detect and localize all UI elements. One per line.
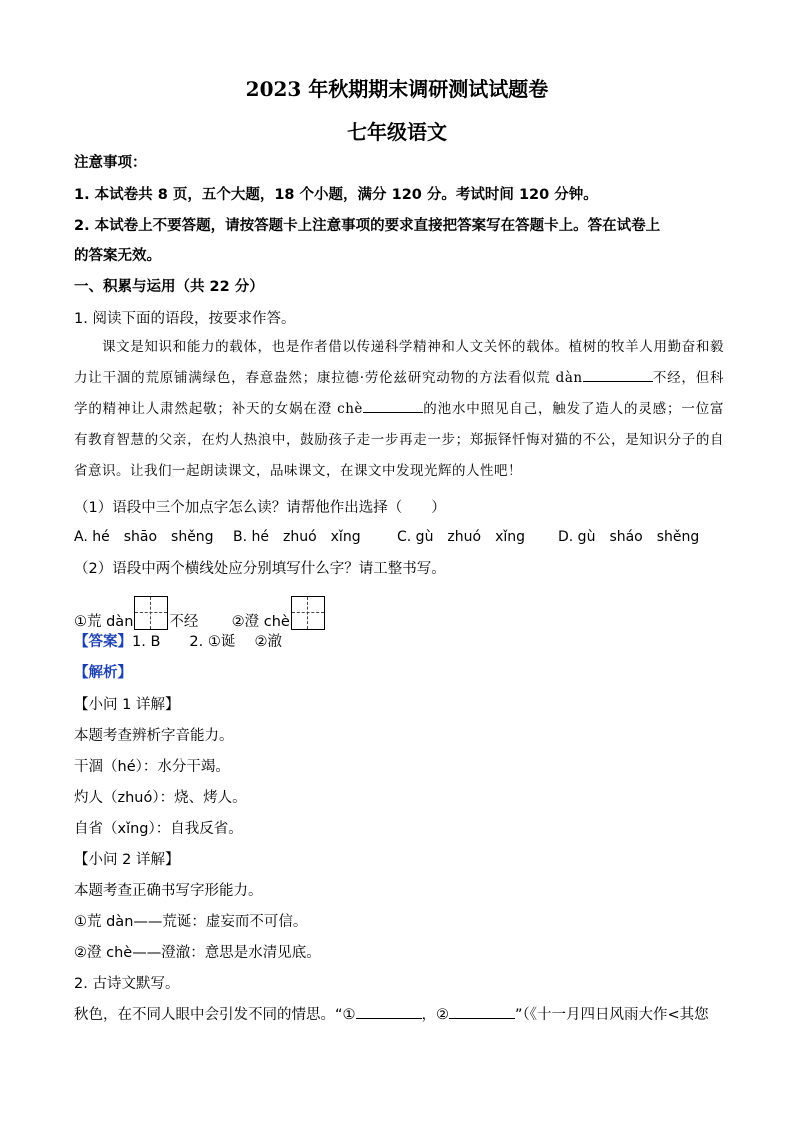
fill-1-prefix: ①荒 dàn bbox=[74, 614, 134, 630]
detail-1-line-4: 自省（xǐng）：自我反省。 bbox=[74, 821, 243, 837]
notes-item-3: 的答案无效。 bbox=[74, 248, 161, 264]
option-b: B. hé zhuó xǐng bbox=[233, 529, 361, 545]
detail-1-line-1: 本题考查辨析字音能力。 bbox=[74, 728, 234, 744]
detail-2-line-1: 本题考查正确书写字形能力。 bbox=[74, 883, 263, 899]
q2-blank-1 bbox=[356, 1004, 422, 1019]
detail-2-label: 【小问 2 详解】 bbox=[74, 852, 180, 868]
answer-label: 【答案】 bbox=[74, 634, 132, 650]
option-c: C. gù zhuó xǐng bbox=[397, 529, 526, 545]
notes-item-1: 1. 本试卷共 8 页，五个大题，18 个小题，满分 120 分。考试时间 120 分钟。 bbox=[74, 187, 598, 203]
fill-in-row bbox=[74, 596, 734, 631]
tian-grid-2 bbox=[291, 596, 325, 630]
passage-part-3: 的池水中照见自己，触发了造人的灵感；一位富有教育智慧的父亲，在灼人热浪中，鼓励孩子走一步再走一步；郑振铎忏悔对猫的不公，是知识分子的自省意识。让我们一起朗读课文，品味课文，在课文中发现光辉的人性吧！ bbox=[74, 401, 724, 479]
q2-blank-2 bbox=[449, 1004, 515, 1019]
question-2-stem: 2. 古诗文默写。 bbox=[74, 976, 180, 992]
blank-1 bbox=[583, 367, 653, 382]
fill-1-suffix: 不经 bbox=[169, 614, 199, 630]
question-1-stem: 1. 阅读下面的语段，按要求作答。 bbox=[74, 311, 296, 327]
detail-2-line-2: ①荒 dàn——荒诞：虚妄而不可信。 bbox=[74, 914, 308, 930]
q2-part-c: ”（《十一月四日风雨大作<其您 bbox=[515, 1007, 709, 1023]
option-d: D. gù sháo shěng bbox=[558, 529, 700, 545]
sub-question-1: （1）语段中三个加点字怎么读？请帮他作出选择（ ） bbox=[74, 500, 446, 516]
section-heading: 一、积累与运用（共 22 分） bbox=[74, 279, 264, 295]
notes-heading: 注意事项： bbox=[74, 155, 147, 171]
answer-text: 1. B 2. ①诞 ②澈 bbox=[132, 634, 282, 650]
option-a: A. hé shāo shěng bbox=[74, 529, 214, 545]
passage-part-1: 课文是知识和能力的载体，也是作者借以传递科学精神和人文关怀的载体。植树的牧羊人用勤奋和毅力让干涸的荒原铺满绿色，春意盎然；康拉德·劳伦兹研究动物的方法看似荒 dàn bbox=[74, 339, 724, 386]
fill-2-prefix: ②澄 chè bbox=[231, 614, 290, 630]
q2-part-a: 秋色，在不同人眼中会引发不同的情思。“① bbox=[74, 1007, 356, 1023]
question-2-line bbox=[74, 1003, 734, 1024]
detail-1-line-2: 干涸（hé）：水分干竭。 bbox=[74, 759, 230, 775]
tian-grid-1 bbox=[134, 596, 168, 630]
q2-part-b: ，② bbox=[421, 1007, 450, 1023]
detail-2-line-3: ②澄 chè——澄澈：意思是水清见底。 bbox=[74, 945, 321, 961]
blank-2 bbox=[363, 398, 423, 413]
page-title: 2023 年秋期期末调研测试试题卷 bbox=[245, 77, 549, 101]
analysis-label: 【解析】 bbox=[74, 665, 132, 681]
detail-1-line-3: 灼人（zhuó）：烧、烤人。 bbox=[74, 790, 247, 806]
notes-item-2: 2. 本试卷上不要答题，请按答题卡上注意事项的要求直接把答案写在答题卡上。答在试卷上 bbox=[74, 218, 661, 234]
answer-row bbox=[74, 630, 734, 651]
detail-1-label: 【小问 1 详解】 bbox=[74, 697, 180, 713]
page-subtitle: 七年级语文 bbox=[347, 120, 447, 144]
reading-passage bbox=[74, 332, 724, 487]
sub-question-2: （2）语段中两个横线处应分别填写什么字？请工整书写。 bbox=[74, 561, 446, 577]
passage-part-2: 不经，但科学的精神让人肃然起敬；补天的女娲在澄 chè bbox=[74, 370, 725, 417]
